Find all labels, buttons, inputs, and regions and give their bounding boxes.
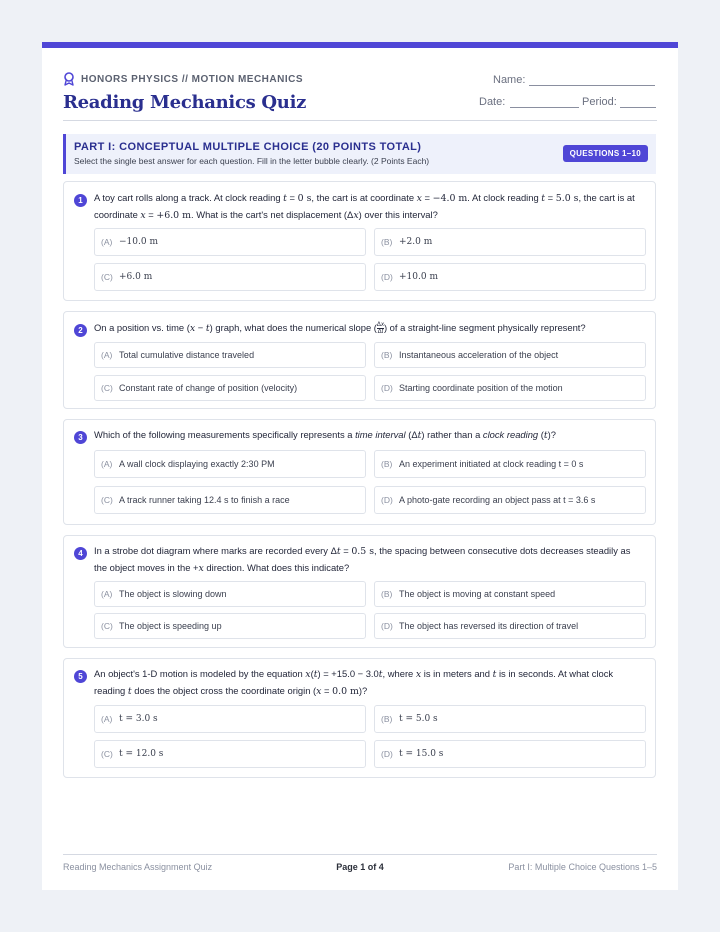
page-number: Page 1 of 4 bbox=[336, 862, 384, 872]
choice-text: A track runner taking 12.4 s to finish a race bbox=[119, 494, 290, 505]
choice-letter: (B) bbox=[381, 459, 393, 469]
choice-text: An experiment initiated at clock reading t = 0 s bbox=[399, 458, 584, 469]
choice-text: The object is moving at constant speed bbox=[399, 589, 556, 599]
choice-text: t = 5.0 s bbox=[399, 713, 438, 724]
choice-letter: (C) bbox=[101, 495, 113, 505]
name-field[interactable] bbox=[493, 74, 525, 86]
choice-text: The object is slowing down bbox=[119, 589, 227, 599]
choice-text: −10.0 m bbox=[119, 236, 158, 247]
date-line bbox=[510, 106, 579, 108]
choice-text: t = 15.0 s bbox=[399, 748, 444, 759]
choice-letter: (B) bbox=[381, 237, 393, 247]
choice-d[interactable] bbox=[374, 613, 646, 639]
question-card bbox=[63, 658, 656, 778]
footer-divider bbox=[63, 854, 657, 855]
choice-text: Starting coordinate position of the motion bbox=[399, 383, 563, 393]
choice-letter: (A) bbox=[101, 589, 113, 599]
choice-text: +2.0 m bbox=[399, 236, 433, 247]
award-icon bbox=[63, 72, 75, 86]
choice-text: t = 12.0 s bbox=[119, 748, 164, 759]
question-card bbox=[63, 181, 656, 301]
choice-b[interactable] bbox=[374, 705, 646, 733]
choice-d[interactable] bbox=[374, 740, 646, 768]
choice-b[interactable] bbox=[374, 342, 646, 368]
choice-letter: (D) bbox=[381, 495, 393, 505]
choice-text: +6.0 m bbox=[119, 271, 153, 282]
choice-letter: (B) bbox=[381, 714, 393, 724]
choice-a[interactable] bbox=[94, 342, 366, 368]
question-text: An object's 1-D motion is modeled by the equation x(t) = +15.0 − 3.0t, where x is in meters and t is in seconds. At what clock reading t does the object cross the coordinate origin (x = 0.0 m)? bbox=[94, 668, 614, 697]
date-label: Date: bbox=[479, 96, 506, 108]
choice-c[interactable] bbox=[94, 613, 366, 639]
name-line bbox=[529, 84, 655, 86]
choice-letter: (B) bbox=[381, 350, 393, 360]
part-banner bbox=[63, 134, 656, 174]
questions-badge: QUESTIONS 1–10 bbox=[563, 145, 648, 162]
date-field[interactable] bbox=[479, 96, 505, 108]
question-number: 1 bbox=[74, 194, 87, 207]
choice-a[interactable] bbox=[94, 581, 366, 607]
choice-letter: (A) bbox=[101, 237, 113, 247]
choice-letter: (C) bbox=[101, 383, 113, 393]
question-text: In a strobe dot diagram where marks are recorded every Δt = 0.5 s, the spacing between consecutive dots decreases steadily as the object moves in the +x direction. What does this indicate? bbox=[94, 545, 631, 574]
choice-text: The object has reversed its direction of travel bbox=[399, 621, 579, 631]
course-label bbox=[63, 72, 306, 86]
question-text: A toy cart rolls along a track. At clock reading t = 0 s, the cart is at coordinate x = −4.0 m. At clock reading t = 5.0 s, the cart is at coordinate x = +6.0 m. What is the cart's net displacement (Δx) over this interval? bbox=[94, 192, 635, 221]
choice-b[interactable] bbox=[374, 228, 646, 256]
quiz-page bbox=[42, 42, 678, 890]
period-field[interactable] bbox=[582, 96, 617, 108]
choice-text: The object is speeding up bbox=[119, 621, 222, 631]
choice-letter: (B) bbox=[381, 589, 393, 599]
choice-text: Constant rate of change of position (velocity) bbox=[119, 383, 298, 393]
choice-text: Total cumulative distance traveled bbox=[119, 350, 255, 360]
period-label: Period: bbox=[582, 96, 617, 108]
question-card bbox=[63, 311, 656, 409]
slope-fraction: $\frac{\Delta x}{\Delta t}$ bbox=[376, 322, 384, 336]
choice-letter: (D) bbox=[381, 621, 393, 631]
choice-letter: (A) bbox=[101, 714, 113, 724]
choice-text: t = 3.0 s bbox=[119, 713, 158, 724]
course-text: HONORS PHYSICS // MOTION MECHANICS bbox=[81, 73, 304, 85]
question-number: 3 bbox=[74, 431, 87, 444]
choice-c[interactable] bbox=[94, 375, 366, 401]
choice-c[interactable] bbox=[94, 740, 366, 768]
name-label: Name: bbox=[493, 74, 526, 86]
choice-letter: (D) bbox=[381, 272, 393, 282]
question-text: On a position vs. time (x − t) graph, what does the numerical slope ( $\frac{\Delta x}{\Delta t}$ ) of a straight-line segment physically represent? bbox=[94, 322, 586, 336]
header bbox=[63, 72, 306, 113]
choice-text: A wall clock displaying exactly 2:30 PM bbox=[119, 458, 275, 469]
question-card bbox=[63, 419, 656, 525]
choice-c[interactable] bbox=[94, 263, 366, 291]
footer-left: Reading Mechanics Assignment Quiz bbox=[63, 862, 213, 872]
choice-text: Instantaneous acceleration of the object bbox=[399, 350, 559, 360]
choice-letter: (D) bbox=[381, 383, 393, 393]
period-line bbox=[620, 106, 656, 108]
part-title: PART I: CONCEPTUAL MULTIPLE CHOICE (20 POINTS TOTAL) bbox=[74, 141, 422, 153]
choice-b[interactable] bbox=[374, 581, 646, 607]
choice-a[interactable] bbox=[94, 228, 366, 256]
question-number: 4 bbox=[74, 547, 87, 560]
choice-d[interactable] bbox=[374, 375, 646, 401]
question-number: 5 bbox=[74, 670, 87, 683]
choice-letter: (D) bbox=[381, 749, 393, 759]
choice-letter: (C) bbox=[101, 621, 113, 631]
choice-b[interactable] bbox=[374, 450, 646, 478]
choice-letter: (A) bbox=[101, 459, 113, 469]
question-card bbox=[63, 535, 656, 648]
choice-letter: (C) bbox=[101, 272, 113, 282]
question-text: Which of the following measurements specifically represents a time interval (Δt) rather than a clock reading (t)? bbox=[94, 429, 556, 441]
header-divider bbox=[63, 120, 657, 121]
choice-letter: (C) bbox=[101, 749, 113, 759]
part-description: Select the single best answer for each question. Fill in the letter bubble clearly. (2 Points Each) bbox=[74, 156, 430, 166]
page-title: Reading Mechanics Quiz bbox=[63, 92, 307, 113]
choice-letter: (A) bbox=[101, 350, 113, 360]
footer-right: Part I: Multiple Choice Questions 1–5 bbox=[508, 862, 657, 872]
choice-a[interactable] bbox=[94, 450, 366, 478]
choice-d[interactable] bbox=[374, 263, 646, 291]
choice-text: A photo-gate recording an object pass at t = 3.6 s bbox=[399, 494, 596, 505]
question-number: 2 bbox=[74, 324, 87, 337]
choice-d[interactable] bbox=[374, 486, 646, 514]
choice-text: +10.0 m bbox=[399, 271, 438, 282]
choice-a[interactable] bbox=[94, 705, 366, 733]
choice-c[interactable] bbox=[94, 486, 366, 514]
